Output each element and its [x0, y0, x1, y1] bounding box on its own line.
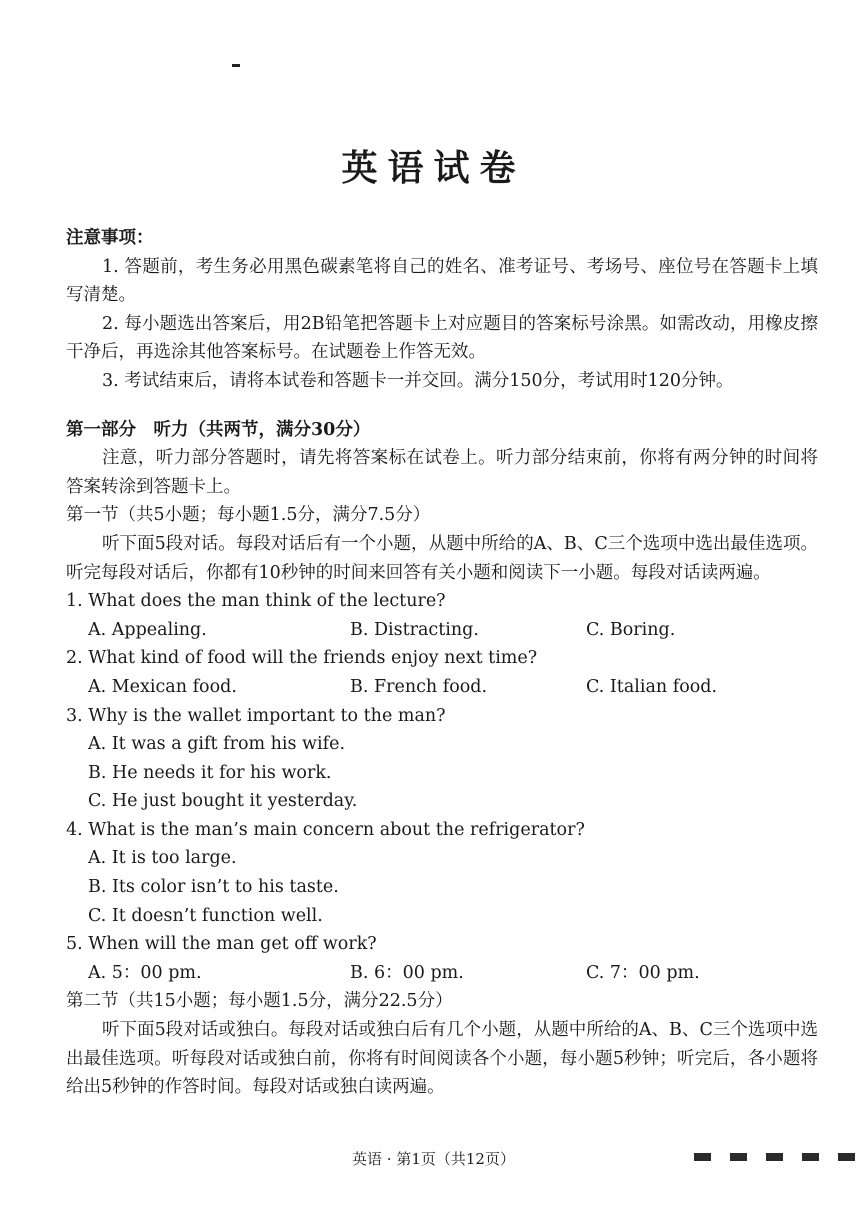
question-4-option-b: B. Its color isn’t to his taste.: [88, 877, 339, 898]
question-2-option-b: B. French food.: [350, 676, 488, 697]
page-footer: 英语 · 第1页（共12页）: [352, 1150, 515, 1168]
question-2-stem: 2. What kind of food will the friends enjoy next time?: [66, 648, 538, 669]
section1-instruction: 听下面5段对话。每段对话后有一个小题，从题中所给的A、B、C三个选项中选出最佳选项。听完每段对话后，你都有10秒钟的时间来回答有关小题和阅读下一小题。每段对话读两遍。: [66, 533, 818, 583]
part1-instruction: 注意，听力部分答题时，请先将答案标在试卷上。听力部分结束前，你将有两分钟的时间将答案转涂到答题卡上。: [66, 448, 818, 497]
question-2-option-c: C. Italian food.: [586, 676, 718, 697]
question-4-option-c: C. It doesn’t function well.: [88, 905, 323, 926]
question-3-option-c: C. He just bought it yesterday.: [88, 791, 358, 812]
notice-item-2: 2. 每小题选出答案后，用2B铅笔把答题卡上对应题目的答案标号涂黑。如需改动，用橡皮擦干净后，再选涂其他答案标号。在试题卷上作答无效。: [66, 313, 818, 363]
notice-item-3: 3. 考试结束后，请将本试卷和答题卡一并交回。满分150分，考试用时120分钟。: [102, 370, 734, 391]
part1-heading: 第一部分 听力（共两节，满分30分）: [66, 419, 371, 440]
notice-heading: 注意事项：: [66, 228, 154, 248]
section2-instruction: 听下面5段对话或独白。每段对话或独白后有几个小题，从题中所给的A、B、C三个选项中选出最佳选项。听每段对话或独白前，你将有时间阅读各个小题，每小题5秒钟；听完后，各小题将给出5秒钟的作答时间。每段对话或独白读两遍。: [66, 1020, 818, 1098]
alignment-mark: [766, 1153, 783, 1161]
question-5-options: [66, 959, 818, 988]
question-5-option-c: C. 7：00 pm.: [586, 962, 700, 983]
section1-heading: 第一节（共5小题；每小题1.5分，满分7.5分）: [66, 505, 431, 526]
alignment-mark: [694, 1153, 711, 1161]
question-4-option-a: A. It is too large.: [88, 848, 237, 869]
question-2-options: [66, 673, 818, 702]
question-1-options: [66, 616, 818, 645]
alignment-mark: [730, 1153, 747, 1161]
notice-item-1: 1. 答题前，考生务必用黑色碳素笔将自己的姓名、准考证号、考场号、座位号在答题卡上填写清楚。: [66, 256, 818, 306]
question-3-option-a: A. It was a gift from his wife.: [88, 734, 346, 755]
question-1-option-c: C. Boring.: [586, 619, 676, 640]
scan-speck: [232, 64, 240, 67]
question-2-option-a: A. Mexican food.: [88, 676, 237, 697]
section2-heading: 第二节（共15小题；每小题1.5分，满分22.5分）: [66, 991, 453, 1012]
page-title: 英语试卷: [341, 147, 526, 189]
alignment-mark: [802, 1153, 819, 1161]
question-1-option-a: A. Appealing.: [88, 619, 207, 640]
question-5-option-a: A. 5：00 pm.: [88, 962, 202, 983]
question-3-option-b: B. He needs it for his work.: [88, 762, 332, 783]
question-1-option-b: B. Distracting.: [350, 619, 479, 640]
question-5-stem: 5. When will the man get off work?: [66, 934, 377, 955]
question-5-option-b: B. 6：00 pm.: [350, 962, 464, 983]
question-1-stem: 1. What does the man think of the lecture?: [66, 591, 446, 612]
alignment-marks: [694, 1153, 855, 1161]
alignment-mark: [838, 1153, 855, 1161]
question-3-stem: 3. Why is the wallet important to the man?: [66, 705, 446, 726]
question-4-stem: 4. What is the man’s main concern about the refrigerator?: [66, 819, 585, 840]
exam-content: [66, 224, 818, 1102]
